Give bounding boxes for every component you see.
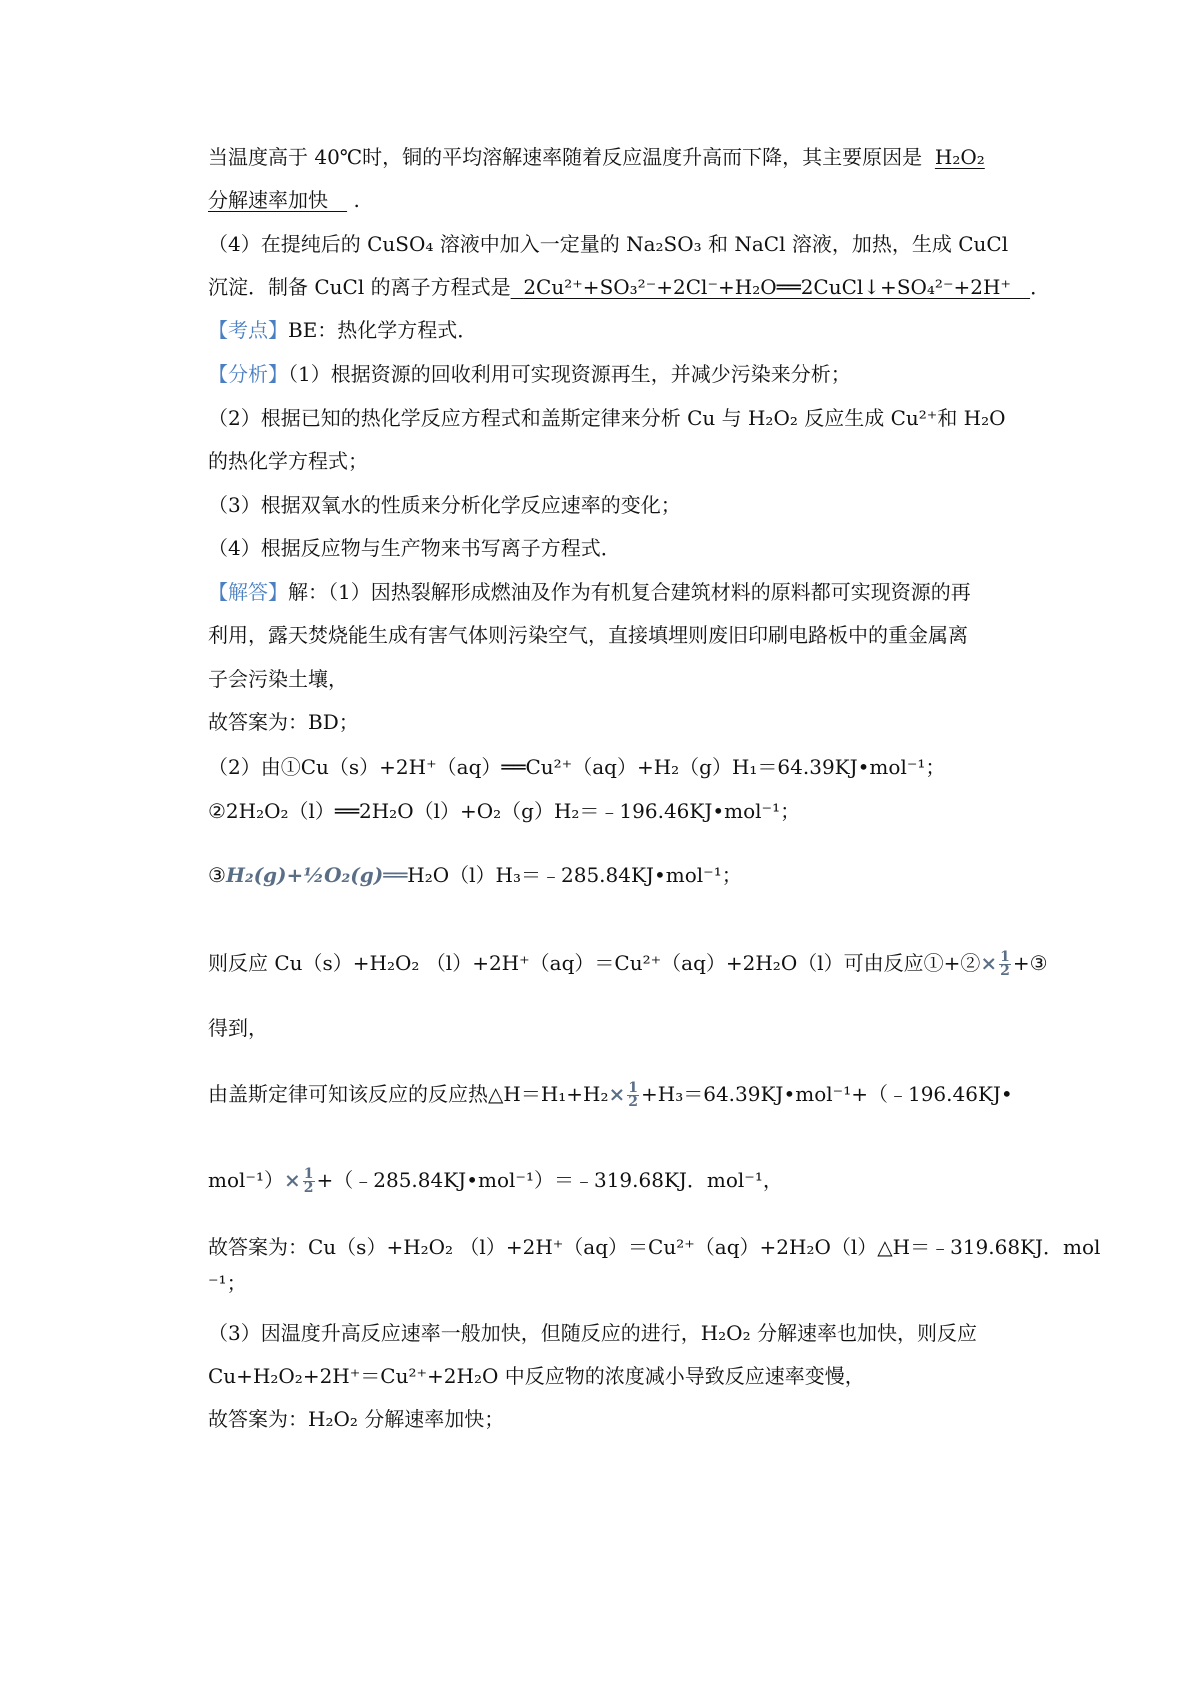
text-line: （3）根据双氧水的性质来分析化学反应速率的变化； [208, 493, 681, 517]
text-line: ⁻¹； [208, 1271, 247, 1295]
text-line: 由盖斯定律可知该反应的反应热△H＝H₁+H₂× $\frac{1}{2}$ +H₃＝64.39KJ•mol⁻¹+（﹣196.46KJ• [208, 1080, 1013, 1110]
text-line: 故答案为：Cu（s）+H₂O₂ （l）+2H⁺（aq）＝Cu²⁺（aq）+2H₂O（l）△H＝﹣319.68KJ．mol [208, 1235, 1101, 1259]
text-line: （4）根据反应物与生产物来书写离子方程式． [208, 536, 621, 560]
kaodian-tag: 【考点】 [208, 318, 288, 342]
equation-1: （2）由①Cu（s）+2H⁺（aq）══Cu²⁺（aq）+H₂（g）H₁＝64.39KJ•mol⁻¹； [208, 755, 946, 779]
text-line: 故答案为：BD； [208, 710, 359, 734]
equation-2: ②2H₂O₂（l）══2H₂O（l）+O₂（g）H₂＝﹣196.46KJ•mol⁻¹； [208, 799, 801, 823]
jieda-tag: 【解答】 [208, 580, 288, 604]
answer-blank: H₂O₂ [934, 145, 985, 169]
fenxi-line: 【分析】（1）根据资源的回收利用可实现资源再生，并减少污染来分析； [208, 362, 851, 386]
fraction-half: $\frac{1}{2}$ [628, 1080, 639, 1110]
text-line: mol⁻¹）× $\frac{1}{2}$ +（﹣285.84KJ•mol⁻¹）＝﹣319.68KJ．mol⁻¹， [208, 1166, 783, 1196]
text: 当温度高于 40℃时，铜的平均溶解速率随着反应温度升高而下降，其主要原因是 [208, 145, 923, 169]
text-line: 分解速率加快 . [208, 188, 360, 212]
text-line: 沉淀．制备 CuCl 的离子方程式是 2Cu²⁺+SO₃²⁻+2Cl⁻+H₂O══2CuCl↓+SO₄²⁻+2H⁺ ． [208, 275, 1051, 299]
text-line: （3）因温度升高反应速率一般加快，但随反应的进行，H₂O₂ 分解速率也加快，则反应 [208, 1321, 977, 1345]
text-line: 利用，露天焚烧能生成有害气体则污染空气，直接填埋则废旧印刷电路板中的重金属离 [208, 623, 968, 647]
text-line: 则反应 Cu（s）+H₂O₂ （l）+2H⁺（aq）＝Cu²⁺（aq）+2H₂O（l）可由反应①+②× $\frac{1}{2}$ +③ [208, 949, 1048, 979]
text-line: （4）在提纯后的 CuSO₄ 溶液中加入一定量的 Na₂SO₃ 和 NaCl 溶液，加热，生成 CuCl [208, 232, 1009, 256]
text-line: Cu+H₂O₂+2H⁺＝Cu²⁺+2H₂O 中反应物的浓度减小导致反应速率变慢， [208, 1364, 865, 1388]
text-line: 得到， [208, 1016, 268, 1040]
math-formula-image: H₂(g)+½O₂(g)══ [225, 863, 408, 887]
answer-blank: 2Cu²⁺+SO₃²⁻+2Cl⁻+H₂O══2CuCl↓+SO₄²⁻+2H⁺ [523, 275, 1011, 299]
equation-3: ③H₂(g)+½O₂(g)══H₂O（l）H₃＝﹣285.84KJ•mol⁻¹； [208, 863, 742, 887]
fraction-half: $\frac{1}{2}$ [303, 1166, 314, 1196]
fraction-half: $\frac{1}{2}$ [1000, 949, 1010, 979]
fenxi-tag: 【分析】 [208, 362, 288, 386]
kaodian-line: 【考点】BE：热化学方程式． [208, 318, 478, 342]
text-line [208, 142, 1016, 172]
answer-blank: 分解速率加快 [208, 188, 328, 212]
text-line: 故答案为：H₂O₂ 分解速率加快； [208, 1407, 505, 1431]
text-line: 的热化学方程式； [208, 449, 368, 473]
text-line: 子会污染土壤， [208, 667, 348, 691]
text-line: （2）根据已知的热化学反应方程式和盖斯定律来分析 Cu 与 H₂O₂ 反应生成 Cu²⁺和 H₂O [208, 406, 1006, 430]
jieda-line: 【解答】解：（1）因热裂解形成燃油及作为有机复合建筑材料的原料都可实现资源的再 [208, 580, 971, 604]
